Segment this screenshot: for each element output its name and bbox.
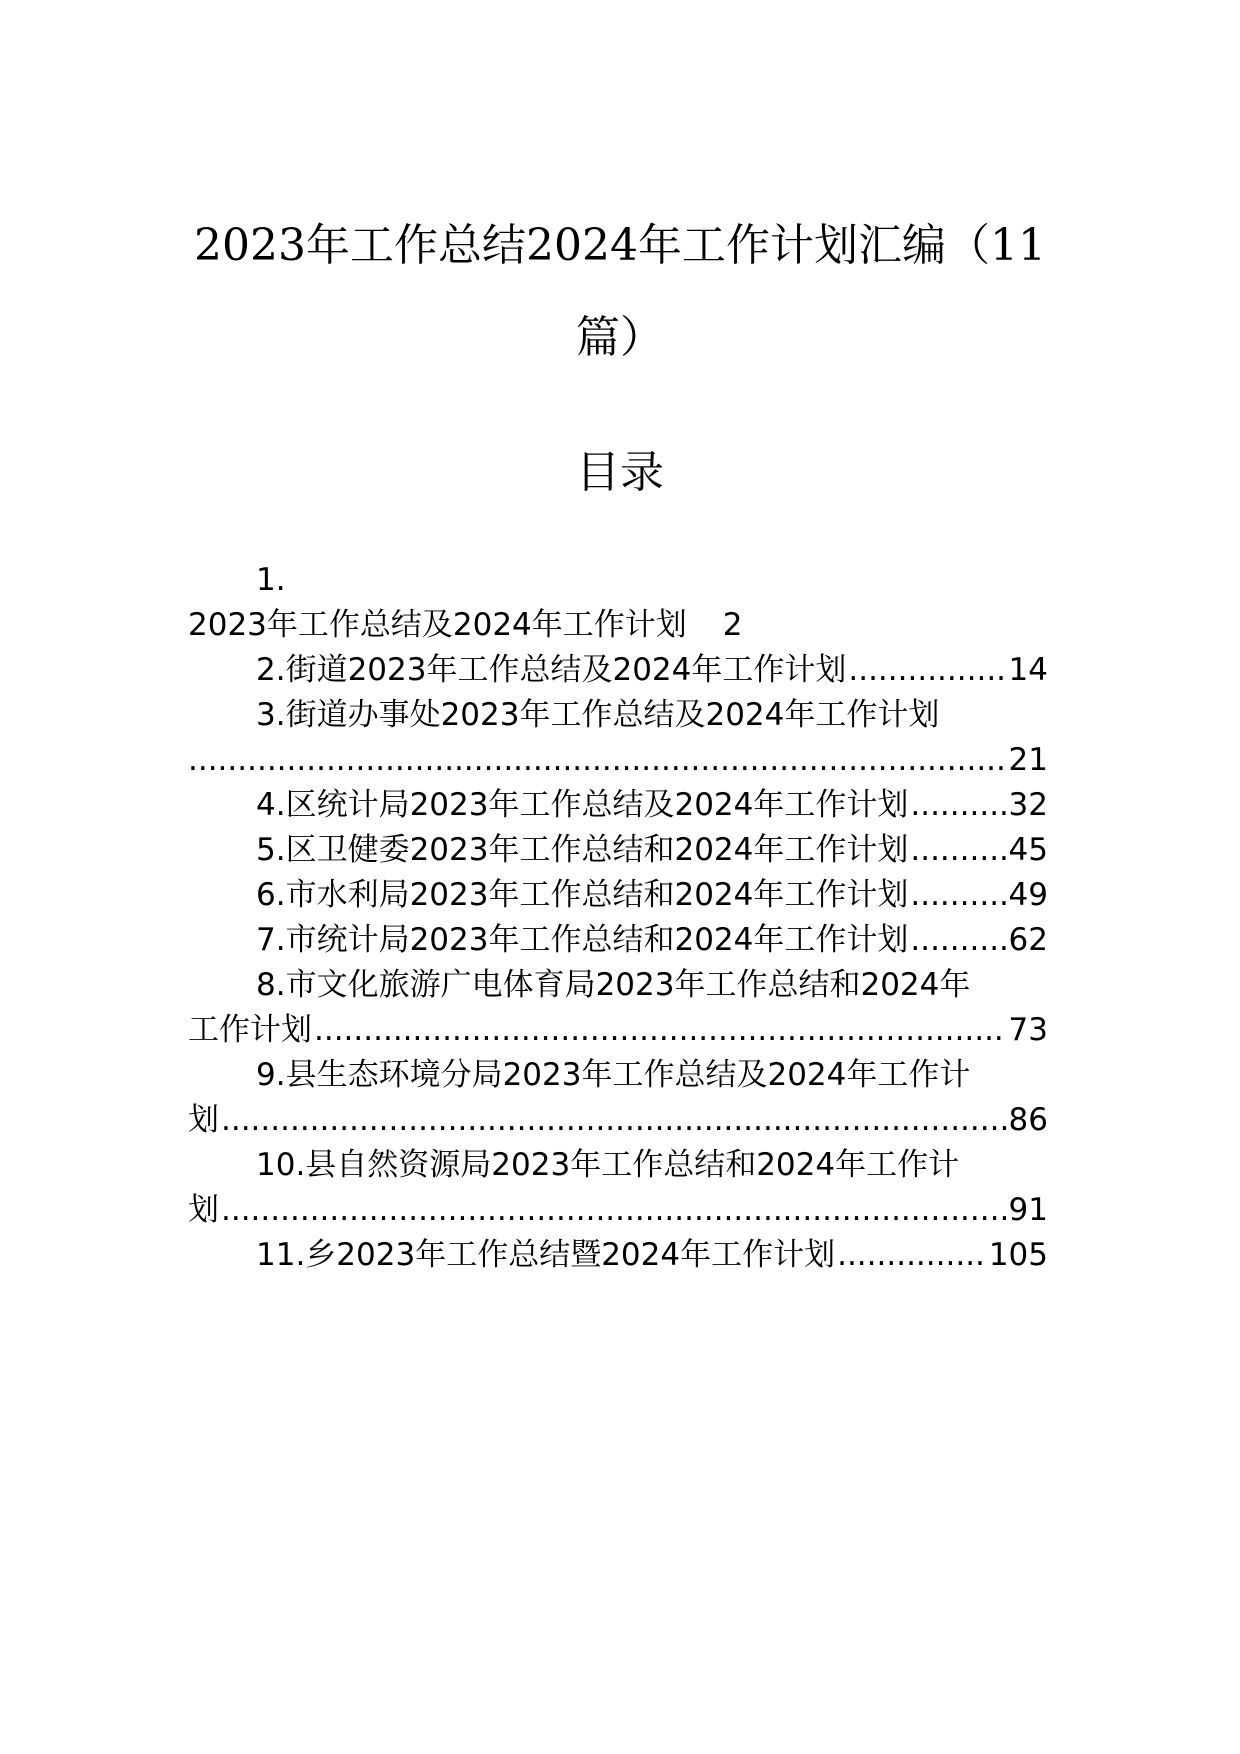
- toc-entry-title: 5.区卫健委2023年工作总结和2024年工作计划: [256, 832, 909, 868]
- toc-entry-9-continued[interactable]: [188, 1098, 1048, 1143]
- toc-entry-8[interactable]: [188, 963, 1048, 1008]
- toc-entry-6[interactable]: [188, 873, 1048, 918]
- toc-entry-3[interactable]: [188, 693, 1048, 738]
- toc-entry-11[interactable]: [188, 1233, 1048, 1278]
- document-title: 2023年工作总结2024年工作计划汇编（11: [194, 220, 1046, 271]
- toc-leader-dots: [837, 1233, 987, 1278]
- toc-entry-1[interactable]: [188, 603, 1048, 648]
- toc-leader-dots: [848, 648, 1006, 693]
- toc-leader-dots: [910, 918, 1006, 963]
- toc-page-number: 14: [1008, 652, 1048, 688]
- toc-page-number: 21: [1008, 742, 1048, 778]
- toc-entry-10-continued[interactable]: [188, 1188, 1048, 1233]
- toc-entry-4[interactable]: [188, 783, 1048, 828]
- toc-entry-title: 9.县生态环境分局2023年工作总结及2024年工作计: [256, 1057, 971, 1093]
- toc-entry-number: 1.: [256, 562, 286, 598]
- toc-entry-title: 11.乡2023年工作总结暨2024年工作计划: [256, 1237, 836, 1273]
- toc-entry-title: 8.市文化旅游广电体育局2023年工作总结和2024年: [256, 967, 971, 1003]
- toc-page-number: 2: [722, 607, 743, 643]
- toc-page-number: 73: [1008, 1012, 1048, 1048]
- document-title-continued: 篇）: [576, 312, 664, 363]
- toc-entry-7[interactable]: [188, 918, 1048, 963]
- toc-entry-title: 2.街道2023年工作总结及2024年工作计划: [256, 652, 847, 688]
- toc-entry-5[interactable]: [188, 828, 1048, 873]
- toc-leader-dots: [221, 1098, 1007, 1143]
- toc-entry-title: 3.街道办事处2023年工作总结及2024年工作计划: [256, 697, 940, 733]
- toc-entry-title-continued: 划: [188, 1102, 219, 1138]
- toc-page-number: 86: [1008, 1102, 1048, 1138]
- toc-page-number: 45: [1008, 832, 1048, 868]
- toc-entry-title: 10.县自然资源局2023年工作总结和2024年工作计: [256, 1147, 960, 1183]
- toc-page-number: 49: [1008, 877, 1048, 913]
- toc-page-number: 32: [1008, 787, 1048, 823]
- toc-entry-10[interactable]: [188, 1143, 1048, 1188]
- toc-page-number: 105: [988, 1237, 1048, 1273]
- toc-leader-dots: [314, 1008, 1007, 1053]
- toc-page-number: 91: [1008, 1192, 1048, 1228]
- toc-entry-title-continued: 工作计划: [188, 1012, 312, 1048]
- table-of-contents: [188, 558, 1048, 1278]
- toc-entry-title: 4.区统计局2023年工作总结及2024年工作计划: [256, 787, 909, 823]
- toc-entry-1-number[interactable]: [188, 558, 1048, 603]
- toc-entry-8-continued[interactable]: [188, 1008, 1048, 1053]
- toc-entry-3-continued[interactable]: [188, 738, 1048, 783]
- toc-leader-dots: [188, 738, 1007, 783]
- toc-leader-dots: [910, 873, 1006, 918]
- toc-leader-dots: [221, 1188, 1007, 1233]
- toc-entry-9[interactable]: [188, 1053, 1048, 1098]
- toc-entry-title: 2023年工作总结及2024年工作计划: [188, 607, 687, 643]
- toc-leader-dots: [910, 828, 1006, 873]
- toc-heading: 目录: [576, 447, 664, 498]
- toc-entry-title: 7.市统计局2023年工作总结和2024年工作计划: [256, 922, 909, 958]
- toc-page-number: 62: [1008, 922, 1048, 958]
- toc-entry-title-continued: 划: [188, 1192, 219, 1228]
- toc-leader-dots: [910, 783, 1006, 828]
- toc-entry-2[interactable]: [188, 648, 1048, 693]
- toc-entry-title: 6.市水利局2023年工作总结和2024年工作计划: [256, 877, 909, 913]
